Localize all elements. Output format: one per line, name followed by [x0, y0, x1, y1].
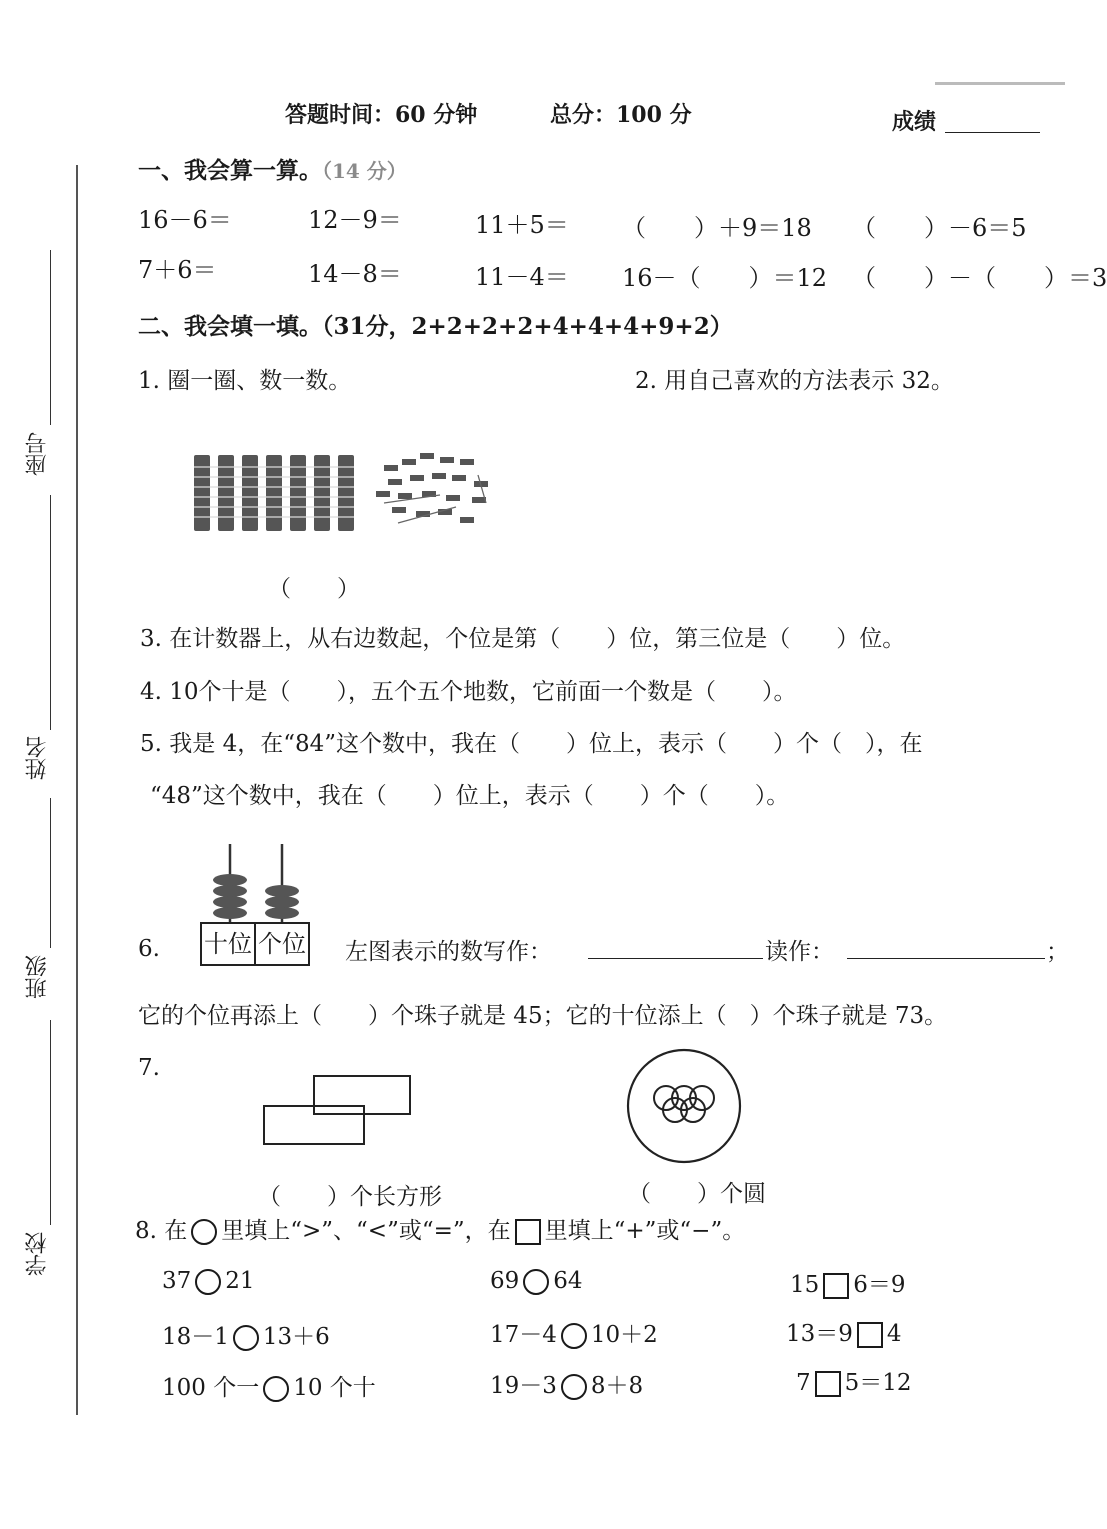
ones-beads	[265, 885, 299, 919]
q7-number: 7.	[138, 1055, 160, 1081]
q5-line1: 5. 我是 4，在“84”这个数中，我在（ ）位上，表示（ ）个（ ），在	[140, 731, 923, 757]
operator-right: 4	[886, 1321, 902, 1347]
seat-label: 座号	[25, 432, 50, 476]
q2-text: 2. 用自己喜欢的方法表示 32。	[635, 368, 954, 394]
operator-square[interactable]	[815, 1371, 841, 1397]
compare-left: 69	[490, 1268, 520, 1294]
compare-right: 10 个十	[293, 1375, 376, 1401]
stick-bundles-illustration	[188, 445, 508, 540]
problem-1-1: 16－6＝	[138, 206, 232, 234]
compare-right: 10＋2	[590, 1322, 658, 1348]
section1-points: （14 分）	[322, 159, 407, 183]
q7-circle-answer[interactable]: （ ）个圆	[628, 1181, 766, 1207]
compare-left: 37	[162, 1268, 192, 1294]
compare-circle[interactable]	[523, 1269, 549, 1295]
operator-square[interactable]	[823, 1273, 849, 1299]
q6-write-blank[interactable]	[588, 958, 763, 959]
scan-edge-mark	[935, 82, 1065, 85]
q6-line2: 它的个位再添上（ ）个珠子就是 45；它的十位添上（ ）个珠子就是 73。	[138, 1003, 948, 1029]
rectangles-illustration	[258, 1070, 418, 1150]
ones-place-box: 个位	[254, 922, 310, 966]
loose-sticks	[376, 453, 488, 523]
problem-1-3: 11＋5＝	[475, 211, 569, 239]
operator-left: 7	[796, 1370, 811, 1396]
q8-mid1: 里填上“>”、“<”或“=”，在	[221, 1218, 511, 1244]
tens-place-box: 十位	[200, 922, 256, 966]
stick-bundles	[194, 455, 354, 531]
compare-2-1	[490, 1268, 583, 1295]
compare-left: 17－4	[490, 1322, 557, 1348]
compare-1-3	[162, 1369, 376, 1402]
compare-left: 18－1	[162, 1324, 229, 1350]
compare-right: 8＋8	[590, 1373, 644, 1399]
q6-read-label: 读作：	[765, 939, 834, 965]
q6-end-mark: ；	[1046, 939, 1069, 965]
q6-number: 6.	[138, 936, 160, 962]
operator-square[interactable]	[857, 1322, 883, 1348]
q8-mid2: 里填上“+”或“−”。	[544, 1218, 746, 1244]
seat-line	[50, 250, 51, 425]
operator-3-3	[796, 1364, 912, 1397]
circles-illustration	[622, 1046, 746, 1166]
compare-2-2	[490, 1316, 658, 1349]
compare-left: 19－3	[490, 1373, 557, 1399]
section1-title: 一、我会算一算。	[138, 157, 322, 184]
section2-heading: 二、我会填一填。（31分，2+2+2+2+4+4+4+9+2）	[138, 313, 733, 340]
class-label: 班级	[25, 955, 50, 999]
compare-circle[interactable]	[195, 1269, 221, 1295]
q3-text: 3. 在计数器上，从右边数起，个位是第（ ）位，第三位是（ ）位。	[140, 626, 906, 652]
square-symbol-icon	[515, 1219, 541, 1245]
tens-beads	[213, 874, 247, 919]
problem-2-1: 7＋6＝	[138, 256, 217, 284]
operator-left: 15	[790, 1272, 820, 1298]
problem-2-4: 16－（ ）＝12	[622, 264, 828, 292]
operator-3-1	[790, 1266, 906, 1299]
compare-right: 13＋6	[262, 1324, 330, 1350]
compare-right: 64	[553, 1268, 583, 1294]
abacus-illustration	[200, 842, 315, 922]
olympic-rings	[654, 1086, 714, 1122]
q5-line2: “48”这个数中，我在（ ）位上，表示（ ）个（ ）。	[150, 783, 790, 809]
compare-circle[interactable]	[561, 1323, 587, 1349]
compare-left: 100 个一	[162, 1375, 260, 1401]
problem-1-4: （ ）＋9＝18	[622, 214, 812, 242]
name-label: 姓名	[25, 736, 50, 780]
school-label: 学校	[25, 1232, 50, 1276]
q4-text: 4. 10个十是（ ），五个五个地数，它前面一个数是（ ）。	[140, 679, 797, 705]
class-line	[50, 798, 51, 948]
operator-3-2	[786, 1315, 902, 1348]
school-line	[50, 1020, 51, 1225]
binding-margin-line	[76, 165, 78, 1415]
problem-1-2: 12－9＝	[308, 206, 402, 234]
q6-read-blank[interactable]	[847, 958, 1045, 959]
score-blank[interactable]	[945, 132, 1040, 133]
score-label: 成绩	[892, 109, 937, 135]
q8-prefix: 8. 在	[135, 1218, 188, 1244]
q8-instruction	[135, 1212, 745, 1245]
total-score: 总分：100 分	[550, 102, 692, 128]
operator-right: 6＝9	[853, 1272, 906, 1298]
compare-1-1	[162, 1268, 255, 1295]
problem-1-5: （ ）－6＝5	[852, 214, 1027, 242]
compare-right: 21	[225, 1268, 255, 1294]
compare-circle[interactable]	[263, 1376, 289, 1402]
compare-circle[interactable]	[561, 1374, 587, 1400]
compare-1-2	[162, 1318, 330, 1351]
name-line	[50, 495, 51, 730]
compare-2-3	[490, 1367, 643, 1400]
q7-rect-answer[interactable]: （ ）个长方形	[258, 1184, 442, 1210]
operator-left: 13＝9	[786, 1321, 853, 1347]
q1-text: 1. 圈一圈、数一数。	[138, 368, 352, 394]
q1-answer[interactable]: （ ）	[268, 576, 360, 602]
operator-right: 5＝12	[844, 1370, 912, 1396]
problem-2-5: （ ）－（ ）＝3	[852, 264, 1107, 292]
time-limit: 答题时间：60 分钟	[285, 102, 478, 128]
circle-symbol-icon	[191, 1219, 217, 1245]
problem-2-2: 14－8＝	[308, 260, 402, 288]
problem-2-3: 11－4＝	[475, 263, 569, 291]
q6-write-label: 左图表示的数写作：	[345, 939, 552, 965]
section1-heading	[138, 152, 407, 185]
compare-circle[interactable]	[233, 1325, 259, 1351]
